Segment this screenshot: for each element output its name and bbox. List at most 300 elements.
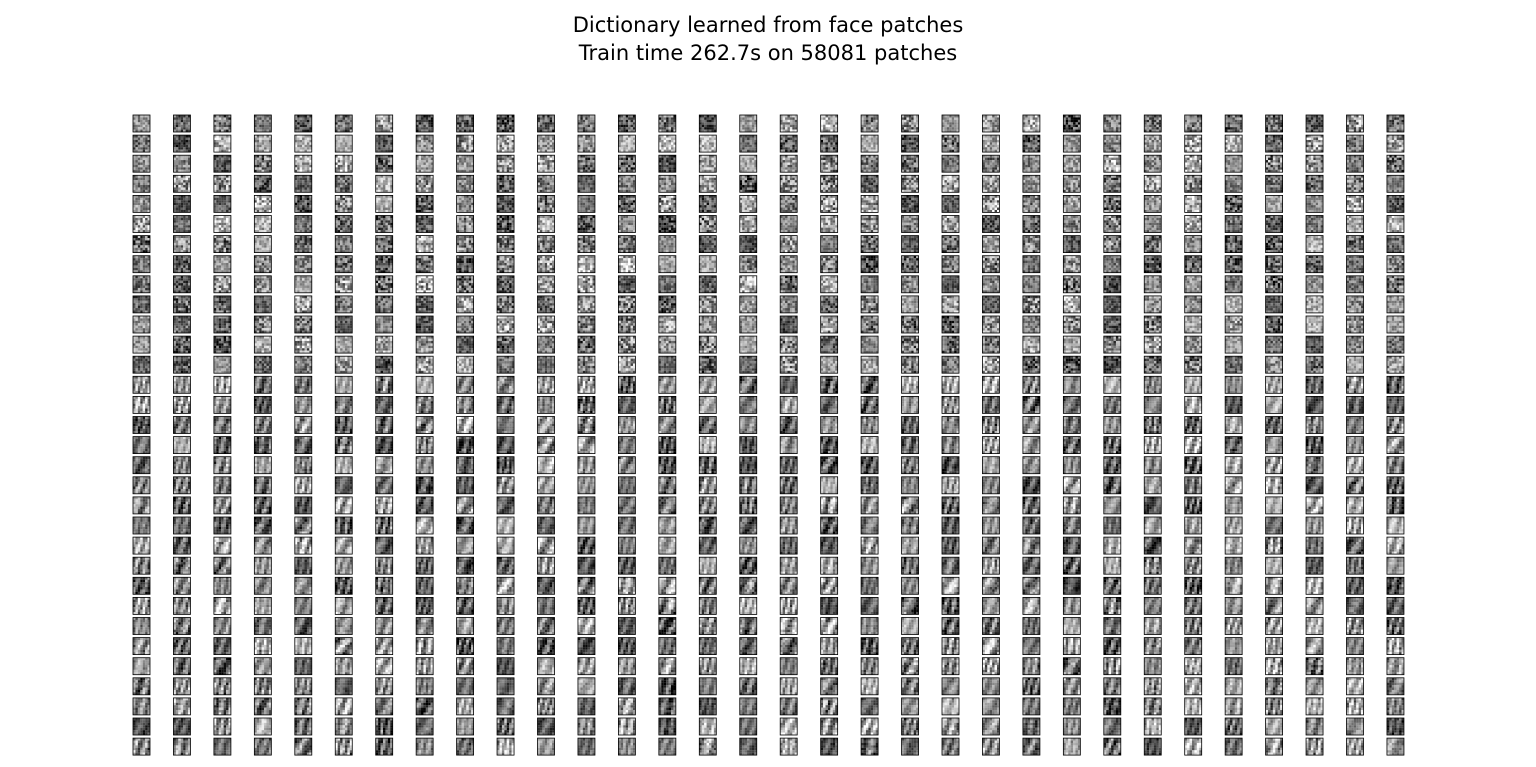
dictionary-atom-patch — [861, 678, 878, 695]
dictionary-atom-patch — [254, 195, 271, 212]
dictionary-atom-patch — [1023, 417, 1040, 434]
dictionary-atom-patch — [254, 417, 271, 434]
dictionary-atom-patch — [335, 497, 352, 514]
dictionary-atom-patch — [699, 537, 716, 554]
dictionary-atom-patch — [982, 135, 999, 152]
dictionary-atom-patch — [1347, 718, 1364, 735]
dictionary-atom-patch — [740, 216, 757, 233]
dictionary-atom-patch — [457, 256, 474, 273]
dictionary-atom-patch — [1266, 658, 1283, 675]
dictionary-atom-patch — [861, 437, 878, 454]
dictionary-atom-patch — [1347, 618, 1364, 635]
dictionary-atom-patch — [1144, 618, 1161, 635]
dictionary-atom-patch — [254, 135, 271, 152]
dictionary-atom-patch — [1306, 155, 1323, 172]
dictionary-atom-patch — [659, 497, 676, 514]
dictionary-atom-patch — [902, 135, 919, 152]
dictionary-atom-patch — [821, 195, 838, 212]
dictionary-atom-patch — [1225, 698, 1242, 715]
dictionary-atom-patch — [335, 537, 352, 554]
dictionary-atom-patch — [740, 316, 757, 333]
dictionary-atom-patch — [578, 195, 595, 212]
dictionary-atom-patch — [780, 216, 797, 233]
dictionary-atom-patch — [861, 296, 878, 313]
dictionary-atom-patch — [457, 557, 474, 574]
dictionary-atom-patch — [538, 718, 555, 735]
dictionary-atom-patch — [821, 517, 838, 534]
dictionary-atom-patch — [254, 316, 271, 333]
dictionary-atom-patch — [214, 155, 231, 172]
dictionary-atom-patch — [1104, 195, 1121, 212]
dictionary-atom-patch — [1266, 155, 1283, 172]
dictionary-atom-patch — [457, 135, 474, 152]
dictionary-atom-patch — [376, 356, 393, 373]
dictionary-atom-patch — [1225, 437, 1242, 454]
dictionary-atom-patch — [1387, 437, 1404, 454]
dictionary-atom-patch — [1387, 597, 1404, 614]
dictionary-atom-patch — [133, 718, 150, 735]
dictionary-atom-patch — [457, 517, 474, 534]
dictionary-atom-patch — [618, 376, 635, 393]
dictionary-atom-patch — [538, 236, 555, 253]
dictionary-atom-patch — [821, 698, 838, 715]
dictionary-atom-patch — [942, 557, 959, 574]
dictionary-atom-patch — [861, 417, 878, 434]
dictionary-atom-patch — [659, 537, 676, 554]
dictionary-atom-patch — [214, 216, 231, 233]
dictionary-atom-patch — [1185, 316, 1202, 333]
dictionary-atom-patch — [1347, 175, 1364, 192]
dictionary-atom-patch — [982, 236, 999, 253]
dictionary-atom-patch — [1185, 557, 1202, 574]
dictionary-atom-patch — [821, 175, 838, 192]
dictionary-atom-patch — [699, 477, 716, 494]
dictionary-atom-patch — [1306, 477, 1323, 494]
dictionary-atom-patch — [902, 738, 919, 755]
dictionary-atom-patch — [497, 477, 514, 494]
dictionary-atom-patch — [1387, 577, 1404, 594]
dictionary-atom-patch — [618, 417, 635, 434]
dictionary-atom-patch — [942, 175, 959, 192]
dictionary-atom-patch — [295, 658, 312, 675]
dictionary-atom-patch — [538, 175, 555, 192]
dictionary-atom-patch — [214, 718, 231, 735]
dictionary-atom-patch — [1023, 577, 1040, 594]
dictionary-atom-patch — [133, 115, 150, 132]
dictionary-atom-patch — [376, 638, 393, 655]
dictionary-atom-patch — [1387, 738, 1404, 755]
dictionary-atom-patch — [1266, 336, 1283, 353]
dictionary-atom-patch — [740, 638, 757, 655]
dictionary-atom-patch — [740, 296, 757, 313]
dictionary-atom-patch — [861, 175, 878, 192]
dictionary-atom-patch — [457, 356, 474, 373]
dictionary-atom-patch — [335, 638, 352, 655]
dictionary-atom-patch — [1387, 195, 1404, 212]
dictionary-atom-patch — [295, 376, 312, 393]
dictionary-atom-patch — [457, 296, 474, 313]
dictionary-atom-patch — [173, 738, 190, 755]
dictionary-atom-patch — [335, 477, 352, 494]
dictionary-atom-patch — [1023, 497, 1040, 514]
dictionary-atom-patch — [699, 417, 716, 434]
dictionary-atom-patch — [173, 236, 190, 253]
dictionary-atom-patch — [780, 658, 797, 675]
dictionary-atom-patch — [1266, 457, 1283, 474]
dictionary-atom-patch — [1387, 175, 1404, 192]
dictionary-atom-patch — [214, 417, 231, 434]
dictionary-atom-patch — [780, 638, 797, 655]
dictionary-atom-patch — [942, 497, 959, 514]
dictionary-atom-patch — [1023, 236, 1040, 253]
dictionary-atom-patch — [861, 658, 878, 675]
dictionary-atom-patch — [416, 256, 433, 273]
dictionary-atom-patch — [1063, 296, 1080, 313]
dictionary-atom-patch — [416, 457, 433, 474]
dictionary-atom-patch — [1225, 216, 1242, 233]
dictionary-atom-patch — [1387, 135, 1404, 152]
dictionary-atom-patch — [1266, 597, 1283, 614]
dictionary-atom-patch — [538, 457, 555, 474]
dictionary-atom-patch — [1144, 698, 1161, 715]
dictionary-atom-patch — [1225, 597, 1242, 614]
dictionary-atom-patch — [1225, 316, 1242, 333]
dictionary-atom-patch — [942, 296, 959, 313]
dictionary-atom-patch — [699, 437, 716, 454]
dictionary-atom-patch — [416, 135, 433, 152]
dictionary-atom-patch — [1347, 417, 1364, 434]
dictionary-atom-patch — [173, 316, 190, 333]
dictionary-atom-patch — [376, 256, 393, 273]
dictionary-atom-patch — [942, 457, 959, 474]
dictionary-atom-patch — [1347, 256, 1364, 273]
dictionary-atom-patch — [1104, 216, 1121, 233]
dictionary-atom-patch — [133, 195, 150, 212]
dictionary-atom-patch — [1225, 236, 1242, 253]
dictionary-atom-patch — [578, 718, 595, 735]
dictionary-atom-patch — [497, 155, 514, 172]
dictionary-atom-patch — [538, 497, 555, 514]
dictionary-atom-patch — [1266, 517, 1283, 534]
dictionary-atom-patch — [335, 316, 352, 333]
dictionary-atom-patch — [740, 256, 757, 273]
dictionary-atom-patch — [538, 618, 555, 635]
dictionary-atom-patch — [578, 437, 595, 454]
dictionary-atom-patch — [618, 718, 635, 735]
dictionary-atom-patch — [780, 577, 797, 594]
dictionary-atom-patch — [1225, 276, 1242, 293]
dictionary-atom-patch — [1387, 618, 1404, 635]
dictionary-atom-patch — [780, 376, 797, 393]
dictionary-atom-patch — [618, 296, 635, 313]
dictionary-atom-patch — [1023, 457, 1040, 474]
dictionary-atom-patch — [1023, 336, 1040, 353]
dictionary-atom-patch — [1306, 195, 1323, 212]
dictionary-atom-patch — [578, 256, 595, 273]
dictionary-atom-patch — [214, 296, 231, 313]
dictionary-atom-patch — [335, 115, 352, 132]
dictionary-atom-patch — [780, 678, 797, 695]
dictionary-atom-patch — [1387, 356, 1404, 373]
dictionary-atom-patch — [902, 437, 919, 454]
dictionary-atom-patch — [1347, 336, 1364, 353]
dictionary-atom-patch — [659, 638, 676, 655]
dictionary-atom-patch — [376, 135, 393, 152]
dictionary-atom-patch — [538, 276, 555, 293]
dictionary-atom-patch — [173, 256, 190, 273]
dictionary-atom-patch — [1306, 537, 1323, 554]
dictionary-atom-patch — [1306, 577, 1323, 594]
dictionary-atom-patch — [173, 658, 190, 675]
dictionary-atom-patch — [214, 437, 231, 454]
dictionary-atom-patch — [1063, 175, 1080, 192]
dictionary-atom-patch — [335, 698, 352, 715]
dictionary-atom-patch — [1104, 316, 1121, 333]
dictionary-atom-patch — [457, 316, 474, 333]
dictionary-atom-patch — [982, 296, 999, 313]
dictionary-atom-patch — [254, 738, 271, 755]
dictionary-atom-patch — [578, 316, 595, 333]
dictionary-atom-patch — [214, 256, 231, 273]
dictionary-atom-patch — [740, 497, 757, 514]
dictionary-atom-patch — [1185, 236, 1202, 253]
dictionary-atom-patch — [902, 276, 919, 293]
dictionary-atom-patch — [1023, 356, 1040, 373]
dictionary-atom-patch — [1225, 256, 1242, 273]
dictionary-atom-patch — [780, 537, 797, 554]
dictionary-atom-patch — [457, 115, 474, 132]
dictionary-atom-patch — [538, 557, 555, 574]
dictionary-atom-patch — [133, 658, 150, 675]
dictionary-atom-patch — [982, 276, 999, 293]
dictionary-atom-patch — [1347, 517, 1364, 534]
dictionary-atom-patch — [1347, 296, 1364, 313]
chart-title-line-1: Dictionary learned from face patches — [0, 13, 1536, 37]
dictionary-atom-patch — [1023, 638, 1040, 655]
dictionary-atom-patch — [457, 477, 474, 494]
dictionary-atom-patch — [861, 236, 878, 253]
dictionary-atom-patch — [861, 557, 878, 574]
dictionary-atom-patch — [538, 195, 555, 212]
dictionary-atom-patch — [1347, 678, 1364, 695]
dictionary-atom-patch — [821, 256, 838, 273]
dictionary-atom-patch — [173, 356, 190, 373]
dictionary-atom-patch — [497, 437, 514, 454]
dictionary-atom-patch — [173, 678, 190, 695]
dictionary-atom-patch — [618, 175, 635, 192]
dictionary-atom-patch — [699, 216, 716, 233]
dictionary-atom-patch — [780, 296, 797, 313]
dictionary-atom-patch — [1063, 658, 1080, 675]
dictionary-atom-patch — [902, 497, 919, 514]
dictionary-atom-patch — [497, 658, 514, 675]
dictionary-atom-patch — [133, 336, 150, 353]
dictionary-atom-patch — [1023, 658, 1040, 675]
dictionary-atom-patch — [457, 195, 474, 212]
dictionary-atom-patch — [295, 698, 312, 715]
dictionary-atom-patch — [699, 698, 716, 715]
dictionary-atom-patch — [1266, 557, 1283, 574]
dictionary-atom-patch — [1347, 276, 1364, 293]
dictionary-atom-patch — [295, 155, 312, 172]
dictionary-atom-patch — [416, 115, 433, 132]
dictionary-atom-patch — [1387, 115, 1404, 132]
dictionary-atom-patch — [942, 437, 959, 454]
dictionary-atom-patch — [457, 336, 474, 353]
dictionary-atom-patch — [1225, 618, 1242, 635]
dictionary-atom-patch — [861, 155, 878, 172]
dictionary-atom-patch — [538, 417, 555, 434]
dictionary-atom-patch — [902, 195, 919, 212]
dictionary-atom-patch — [497, 236, 514, 253]
dictionary-atom-patch — [618, 115, 635, 132]
dictionary-atom-patch — [376, 396, 393, 413]
dictionary-atom-patch — [1104, 155, 1121, 172]
dictionary-atom-patch — [699, 336, 716, 353]
dictionary-atom-patch — [578, 658, 595, 675]
dictionary-atom-patch — [133, 155, 150, 172]
dictionary-atom-patch — [497, 618, 514, 635]
dictionary-atom-patch — [780, 276, 797, 293]
dictionary-atom-patch — [659, 155, 676, 172]
dictionary-atom-patch — [618, 276, 635, 293]
dictionary-atom-patch — [1063, 316, 1080, 333]
dictionary-atom-patch — [902, 316, 919, 333]
dictionary-atom-patch — [416, 417, 433, 434]
dictionary-atom-patch — [902, 577, 919, 594]
dictionary-atom-patch — [942, 256, 959, 273]
dictionary-atom-patch — [295, 457, 312, 474]
dictionary-atom-patch — [133, 356, 150, 373]
dictionary-atom-patch — [1144, 537, 1161, 554]
dictionary-atom-patch — [214, 738, 231, 755]
dictionary-atom-patch — [497, 316, 514, 333]
dictionary-atom-patch — [902, 457, 919, 474]
dictionary-atom-patch — [699, 376, 716, 393]
dictionary-atom-patch — [1266, 175, 1283, 192]
dictionary-atom-patch — [1104, 457, 1121, 474]
dictionary-atom-patch — [1023, 296, 1040, 313]
dictionary-atom-patch — [497, 678, 514, 695]
dictionary-atom-patch — [1063, 597, 1080, 614]
dictionary-atom-patch — [942, 597, 959, 614]
dictionary-atom-patch — [457, 738, 474, 755]
dictionary-atom-patch — [1104, 396, 1121, 413]
dictionary-atom-patch — [1225, 517, 1242, 534]
dictionary-atom-patch — [295, 618, 312, 635]
dictionary-atom-patch — [740, 718, 757, 735]
dictionary-atom-patch — [1387, 155, 1404, 172]
dictionary-atom-patch — [902, 658, 919, 675]
dictionary-atom-patch — [173, 698, 190, 715]
dictionary-atom-patch — [254, 155, 271, 172]
dictionary-atom-patch — [821, 457, 838, 474]
dictionary-atom-patch — [699, 236, 716, 253]
dictionary-atom-patch — [214, 135, 231, 152]
dictionary-atom-patch — [1306, 437, 1323, 454]
dictionary-atom-patch — [982, 557, 999, 574]
dictionary-atom-patch — [295, 356, 312, 373]
dictionary-atom-patch — [214, 557, 231, 574]
dictionary-atom-patch — [659, 477, 676, 494]
dictionary-atom-patch — [982, 477, 999, 494]
dictionary-atom-patch — [618, 658, 635, 675]
dictionary-atom-patch — [1063, 557, 1080, 574]
dictionary-atom-patch — [335, 718, 352, 735]
dictionary-atom-patch — [1144, 155, 1161, 172]
dictionary-atom-patch — [254, 718, 271, 735]
dictionary-atom-patch — [214, 537, 231, 554]
dictionary-atom-patch — [254, 658, 271, 675]
dictionary-atom-patch — [214, 618, 231, 635]
dictionary-atom-patch — [254, 678, 271, 695]
dictionary-atom-patch — [497, 577, 514, 594]
dictionary-atom-patch — [1063, 417, 1080, 434]
dictionary-atom-patch — [740, 175, 757, 192]
dictionary-atom-patch — [376, 417, 393, 434]
dictionary-atom-patch — [1266, 135, 1283, 152]
dictionary-atom-patch — [1144, 577, 1161, 594]
dictionary-atom-patch — [416, 396, 433, 413]
dictionary-atom-patch — [376, 437, 393, 454]
dictionary-atom-patch — [902, 537, 919, 554]
dictionary-atom-patch — [538, 376, 555, 393]
dictionary-atom-patch — [1225, 477, 1242, 494]
dictionary-atom-patch — [1185, 618, 1202, 635]
dictionary-atom-patch — [821, 316, 838, 333]
dictionary-atom-patch — [416, 658, 433, 675]
dictionary-atom-patch — [1387, 376, 1404, 393]
dictionary-atom-patch — [1225, 296, 1242, 313]
dictionary-atom-patch — [416, 517, 433, 534]
dictionary-atom-patch — [1185, 356, 1202, 373]
dictionary-atom-patch — [1266, 618, 1283, 635]
dictionary-atom-patch — [699, 276, 716, 293]
dictionary-atom-patch — [295, 678, 312, 695]
dictionary-atom-patch — [699, 618, 716, 635]
dictionary-atom-patch — [376, 477, 393, 494]
dictionary-atom-patch — [659, 718, 676, 735]
dictionary-atom-patch — [699, 115, 716, 132]
dictionary-atom-patch — [173, 638, 190, 655]
dictionary-atom-patch — [902, 718, 919, 735]
dictionary-atom-patch — [538, 155, 555, 172]
dictionary-atom-patch — [1225, 195, 1242, 212]
dictionary-atom-patch — [821, 738, 838, 755]
dictionary-atom-patch — [821, 376, 838, 393]
dictionary-atom-patch — [335, 155, 352, 172]
dictionary-atom-patch — [942, 276, 959, 293]
dictionary-atom-patch — [538, 336, 555, 353]
dictionary-atom-patch — [538, 115, 555, 132]
dictionary-atom-patch — [1104, 477, 1121, 494]
dictionary-atom-patch — [942, 376, 959, 393]
dictionary-atom-patch — [1185, 638, 1202, 655]
dictionary-atom-patch — [1185, 658, 1202, 675]
dictionary-atom-patch — [982, 316, 999, 333]
dictionary-atom-patch — [335, 175, 352, 192]
dictionary-atom-patch — [618, 577, 635, 594]
dictionary-atom-patch — [497, 276, 514, 293]
dictionary-atom-patch — [1104, 517, 1121, 534]
dictionary-atom-patch — [942, 678, 959, 695]
dictionary-atom-patch — [254, 396, 271, 413]
dictionary-atom-patch — [1144, 718, 1161, 735]
dictionary-atom-patch — [1063, 115, 1080, 132]
dictionary-atom-patch — [457, 658, 474, 675]
dictionary-atom-patch — [1306, 296, 1323, 313]
dictionary-atom-patch — [659, 396, 676, 413]
